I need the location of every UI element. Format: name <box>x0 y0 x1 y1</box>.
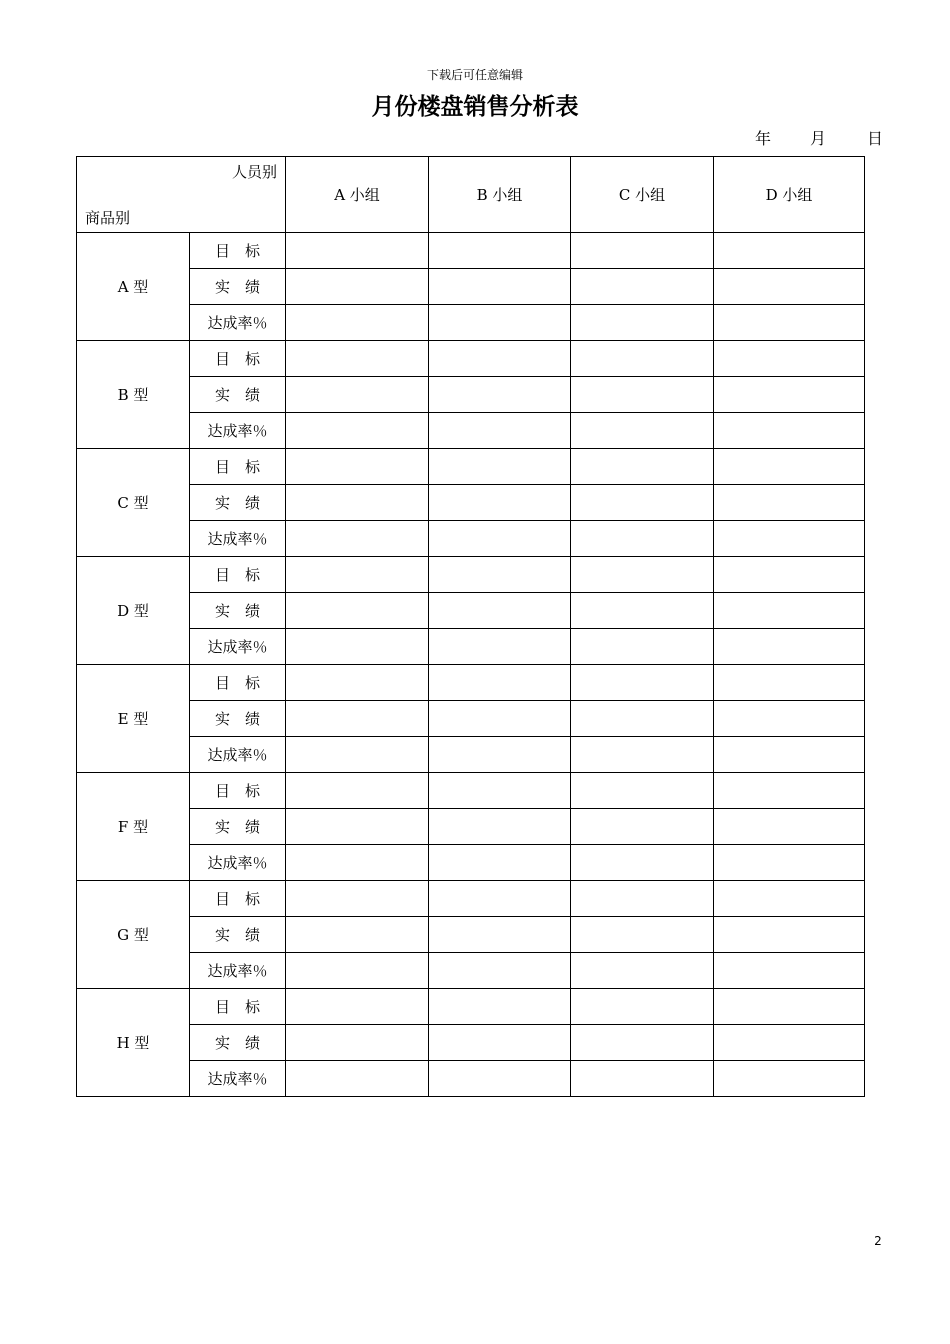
value-cell[interactable] <box>571 377 714 413</box>
value-cell[interactable] <box>571 521 714 557</box>
group-header: C 小组 <box>571 157 714 233</box>
value-cell[interactable] <box>571 773 714 809</box>
product-type-cell: H 型 <box>77 989 190 1097</box>
value-cell[interactable] <box>429 377 571 413</box>
value-cell[interactable] <box>714 377 865 413</box>
value-cell[interactable] <box>714 233 865 269</box>
value-cell[interactable] <box>571 233 714 269</box>
metric-label: 达成率％ <box>190 1061 286 1097</box>
value-cell[interactable] <box>571 737 714 773</box>
value-cell[interactable] <box>286 269 429 305</box>
metric-label: 目 标 <box>190 773 286 809</box>
value-cell[interactable] <box>286 665 429 701</box>
table-row <box>77 1061 865 1097</box>
value-cell[interactable] <box>429 521 571 557</box>
value-cell[interactable] <box>714 917 865 953</box>
value-cell[interactable] <box>286 593 429 629</box>
table-row <box>77 413 865 449</box>
value-cell[interactable] <box>714 413 865 449</box>
metric-label: 目 标 <box>190 557 286 593</box>
value-cell[interactable] <box>286 341 429 377</box>
value-cell[interactable] <box>429 557 571 593</box>
value-cell[interactable] <box>429 809 571 845</box>
table-row <box>77 269 865 305</box>
value-cell[interactable] <box>429 1061 571 1097</box>
value-cell[interactable] <box>429 1025 571 1061</box>
table-row <box>77 665 865 701</box>
table-row <box>77 629 865 665</box>
metric-label: 实 绩 <box>190 593 286 629</box>
value-cell[interactable] <box>571 917 714 953</box>
table-row <box>77 449 865 485</box>
value-cell[interactable] <box>571 269 714 305</box>
value-cell[interactable] <box>714 1025 865 1061</box>
value-cell[interactable] <box>571 305 714 341</box>
corner-cell <box>77 157 286 233</box>
metric-label: 目 标 <box>190 341 286 377</box>
table-row <box>77 845 865 881</box>
value-cell[interactable] <box>571 341 714 377</box>
metric-label: 达成率％ <box>190 521 286 557</box>
value-cell[interactable] <box>714 881 865 917</box>
table-row <box>77 1025 865 1061</box>
value-cell[interactable] <box>429 341 571 377</box>
product-type-cell: C 型 <box>77 449 190 557</box>
date-line <box>740 126 890 148</box>
value-cell[interactable] <box>286 629 429 665</box>
metric-label: 实 绩 <box>190 917 286 953</box>
metric-label: 达成率％ <box>190 845 286 881</box>
value-cell[interactable] <box>571 629 714 665</box>
value-cell[interactable] <box>714 989 865 1025</box>
table-row <box>77 917 865 953</box>
value-cell[interactable] <box>286 809 429 845</box>
metric-label: 实 绩 <box>190 1025 286 1061</box>
value-cell[interactable] <box>286 1061 429 1097</box>
value-cell[interactable] <box>571 485 714 521</box>
value-cell[interactable] <box>714 521 865 557</box>
metric-label: 目 标 <box>190 881 286 917</box>
table-row <box>77 881 865 917</box>
metric-label: 目 标 <box>190 449 286 485</box>
product-type-cell: E 型 <box>77 665 190 773</box>
value-cell[interactable] <box>714 593 865 629</box>
value-cell[interactable] <box>286 989 429 1025</box>
value-cell[interactable] <box>714 953 865 989</box>
value-cell[interactable] <box>714 269 865 305</box>
table-row <box>77 521 865 557</box>
value-cell[interactable] <box>429 737 571 773</box>
metric-label: 实 绩 <box>190 809 286 845</box>
value-cell[interactable] <box>571 881 714 917</box>
metric-label: 实 绩 <box>190 377 286 413</box>
value-cell[interactable] <box>714 305 865 341</box>
metric-label: 目 标 <box>190 989 286 1025</box>
value-cell[interactable] <box>429 773 571 809</box>
value-cell[interactable] <box>429 413 571 449</box>
value-cell[interactable] <box>286 305 429 341</box>
value-cell[interactable] <box>286 449 429 485</box>
value-cell[interactable] <box>286 953 429 989</box>
value-cell[interactable] <box>714 773 865 809</box>
table-row <box>77 809 865 845</box>
metric-label: 实 绩 <box>190 701 286 737</box>
value-cell[interactable] <box>286 737 429 773</box>
value-cell[interactable] <box>714 629 865 665</box>
value-cell[interactable] <box>714 557 865 593</box>
value-cell[interactable] <box>429 485 571 521</box>
value-cell[interactable] <box>571 953 714 989</box>
date-day-label: 日 <box>867 129 884 148</box>
table-body <box>77 233 865 1097</box>
corner-top-label: 人员别 <box>231 163 277 181</box>
value-cell[interactable] <box>429 989 571 1025</box>
value-cell[interactable] <box>571 1025 714 1061</box>
metric-label: 目 标 <box>190 233 286 269</box>
value-cell[interactable] <box>714 485 865 521</box>
value-cell[interactable] <box>429 305 571 341</box>
value-cell[interactable] <box>286 377 429 413</box>
value-cell[interactable] <box>429 629 571 665</box>
value-cell[interactable] <box>286 917 429 953</box>
product-type-cell: D 型 <box>77 557 190 665</box>
value-cell[interactable] <box>714 341 865 377</box>
page-number: 2 <box>874 1234 882 1248</box>
table-row <box>77 953 865 989</box>
metric-label: 达成率％ <box>190 305 286 341</box>
value-cell[interactable] <box>571 557 714 593</box>
group-header: B 小组 <box>429 157 571 233</box>
edit-note: 下载后可任意编辑 <box>426 68 523 82</box>
value-cell[interactable] <box>286 233 429 269</box>
metric-label: 实 绩 <box>190 485 286 521</box>
date-month-label: 月 <box>810 129 827 148</box>
value-cell[interactable] <box>571 665 714 701</box>
value-cell[interactable] <box>286 881 429 917</box>
value-cell[interactable] <box>571 701 714 737</box>
value-cell[interactable] <box>429 917 571 953</box>
product-type-cell: F 型 <box>77 773 190 881</box>
product-type-cell: G 型 <box>77 881 190 989</box>
value-cell[interactable] <box>429 593 571 629</box>
table-row <box>77 593 865 629</box>
corner-bottom-label: 商品别 <box>85 209 131 227</box>
value-cell[interactable] <box>571 845 714 881</box>
product-type-cell: B 型 <box>77 341 190 449</box>
value-cell[interactable] <box>429 269 571 305</box>
value-cell[interactable] <box>286 557 429 593</box>
value-cell[interactable] <box>286 413 429 449</box>
value-cell[interactable] <box>714 449 865 485</box>
value-cell[interactable] <box>714 1061 865 1097</box>
value-cell[interactable] <box>714 737 865 773</box>
table-row <box>77 737 865 773</box>
metric-label: 实 绩 <box>190 269 286 305</box>
metric-label: 达成率％ <box>190 737 286 773</box>
value-cell[interactable] <box>714 701 865 737</box>
date-year-label: 年 <box>755 129 772 148</box>
table-row <box>77 773 865 809</box>
value-cell[interactable] <box>286 773 429 809</box>
table-row <box>77 989 865 1025</box>
table-row <box>77 305 865 341</box>
table-row <box>77 485 865 521</box>
metric-label: 达成率％ <box>190 629 286 665</box>
table-row <box>77 701 865 737</box>
table-row <box>77 557 865 593</box>
header-row <box>77 157 865 233</box>
value-cell[interactable] <box>571 413 714 449</box>
group-header: A 小组 <box>286 157 429 233</box>
table-row <box>77 233 865 269</box>
value-cell[interactable] <box>571 809 714 845</box>
value-cell[interactable] <box>286 845 429 881</box>
value-cell[interactable] <box>429 665 571 701</box>
value-cell[interactable] <box>429 701 571 737</box>
value-cell[interactable] <box>571 989 714 1025</box>
value-cell[interactable] <box>571 593 714 629</box>
sales-analysis-table <box>76 156 865 1097</box>
metric-label: 目 标 <box>190 665 286 701</box>
value-cell[interactable] <box>714 845 865 881</box>
table-row <box>77 377 865 413</box>
product-type-cell: A 型 <box>77 233 190 341</box>
table-row <box>77 341 865 377</box>
value-cell[interactable] <box>429 449 571 485</box>
value-cell[interactable] <box>286 701 429 737</box>
value-cell[interactable] <box>286 1025 429 1061</box>
value-cell[interactable] <box>429 881 571 917</box>
metric-label: 达成率％ <box>190 413 286 449</box>
value-cell[interactable] <box>429 233 571 269</box>
value-cell[interactable] <box>571 449 714 485</box>
page-title: 月份楼盘销售分析表 <box>371 94 579 120</box>
value-cell[interactable] <box>429 953 571 989</box>
value-cell[interactable] <box>286 521 429 557</box>
group-header: D 小组 <box>714 157 865 233</box>
value-cell[interactable] <box>429 845 571 881</box>
value-cell[interactable] <box>286 485 429 521</box>
metric-label: 达成率％ <box>190 953 286 989</box>
value-cell[interactable] <box>714 809 865 845</box>
value-cell[interactable] <box>571 1061 714 1097</box>
value-cell[interactable] <box>714 665 865 701</box>
